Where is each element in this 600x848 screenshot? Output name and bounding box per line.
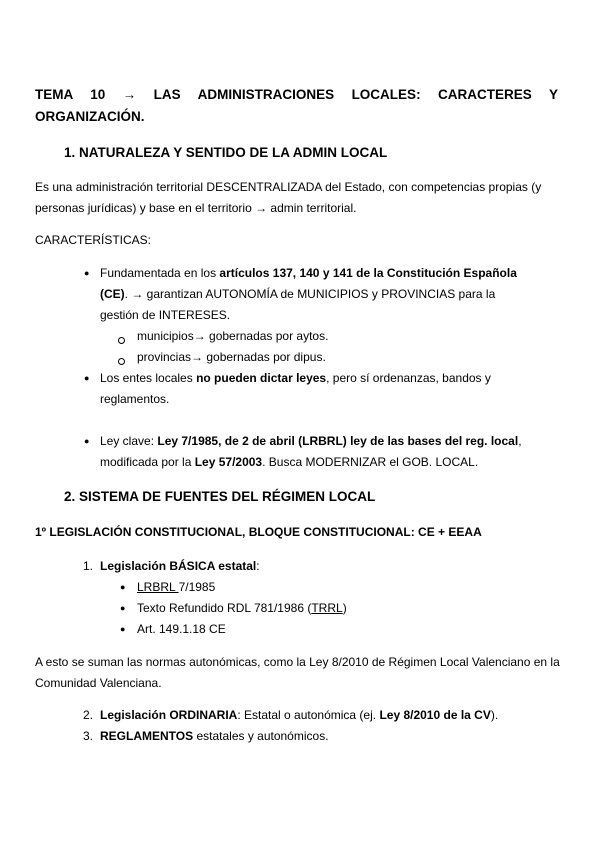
bullet-3-text [100,431,530,473]
bullet-icon: ● [84,373,90,383]
item-3-bold: REGLAMENTOS [100,729,194,743]
sub-item-lrbrl [137,577,215,598]
caracteristicas-label: CARACTERÍSTICAS: [35,233,152,247]
sub-item-municipios: municipios→ gobernadas por aytos. [137,329,329,343]
bullet-2-text-b: , pero sí ordenanzas, bandos y reglamentos. [100,371,491,406]
sub-item-art: Art. 149.1.18 CE [137,622,226,636]
section-2-heading: 2. SISTEMA DE FUENTES DEL RÉGIMEN LOCAL [64,489,376,504]
item-2-text-a: : Estatal o autonómica (ej. [237,708,380,722]
item-2-text-b: ). [490,708,499,722]
section-2-subheading: 1º LEGISLACIÓN CONSTITUCIONAL, BLOQUE CONSTITUCIONAL: CE + EEAA [35,525,482,539]
bullet-1-bold: artículos 137, 140 y 141 de la Constitución Española (CE) [100,266,517,301]
section-2-paragraph: A esto se suman las normas autonómicas, como la Ley 8/2010 de Régimen Local Valenciano en la Comunidad Valenciana. [35,655,560,690]
bullet-2-text [100,368,500,410]
item-3-text [100,726,329,747]
bullet-icon: ● [120,624,126,634]
item-1-rest: : [256,559,260,573]
item-2-text [100,705,498,726]
page-title: TEMA 10 → LAS ADMINISTRACIONES LOCALES: CARACTERES Y ORGANIZACIÓN. [35,87,558,124]
trrl-text: Texto Refundido RDL 781/1986 ( [137,601,312,615]
bullet-1-text-b: . → garantizan AUTONOMÍA de MUNICIPIOS y PROVINCIAS para la gestión de INTERESES. [100,287,496,322]
bullet-3-text-c: . Busca MODERNIZAR el GOB. LOCAL. [262,455,479,469]
item-2-bold: Legislación ORDINARIA [100,708,238,722]
bullet-3-text-b: , modificada por la [100,434,522,469]
trrl-end: ) [342,601,347,615]
circle-bullet-icon [118,331,125,349]
bullet-1-text-a: Fundamentada en los [100,266,220,280]
section-1-intro: Es una administración territorial DESCENTRALIZADA del Estado, con competencias propias (y personas jurídicas) y base en el territorio → admin territorial. [35,180,542,215]
bullet-3-text-a: Ley clave: [100,434,158,448]
bullet-2-bold: no pueden dictar leyes [196,371,327,385]
bullet-2-text-a: Los entes locales [100,371,197,385]
bullet-icon: ● [84,268,90,278]
bullet-icon: ● [84,436,90,446]
section-1-heading: 1. NATURALEZA Y SENTIDO DE LA ADMIN LOCAL [64,145,388,160]
item-1-bold: Legislación BÁSICA estatal [100,559,257,573]
sub-item-provincias: provincias→ gobernadas por dipus. [137,350,326,364]
trrl-link: TRRL [311,601,343,615]
item-1-text [100,556,260,577]
item-3-text-a: estatales y autonómicos. [193,729,329,743]
item-2-number: 2. [83,708,94,722]
bullet-3-bold-b: Ley 57/2003 [194,455,263,469]
bullet-3-bold-a: Ley 7/1985, de 2 de abril (LRBRL) ley de las bases del reg. local [157,434,519,448]
sub-item-trrl [137,598,347,619]
bullet-icon: ● [120,582,126,592]
bullet-icon: ● [120,603,126,613]
item-1-number: 1. [83,559,94,573]
lrbrl-year: 7/1985 [178,580,216,594]
lrbrl-link: LRBRL [137,580,179,594]
item-2-bold-b: Ley 8/2010 de la CV [379,708,491,722]
item-3-number: 3. [83,729,94,743]
bullet-1-text [100,263,520,326]
